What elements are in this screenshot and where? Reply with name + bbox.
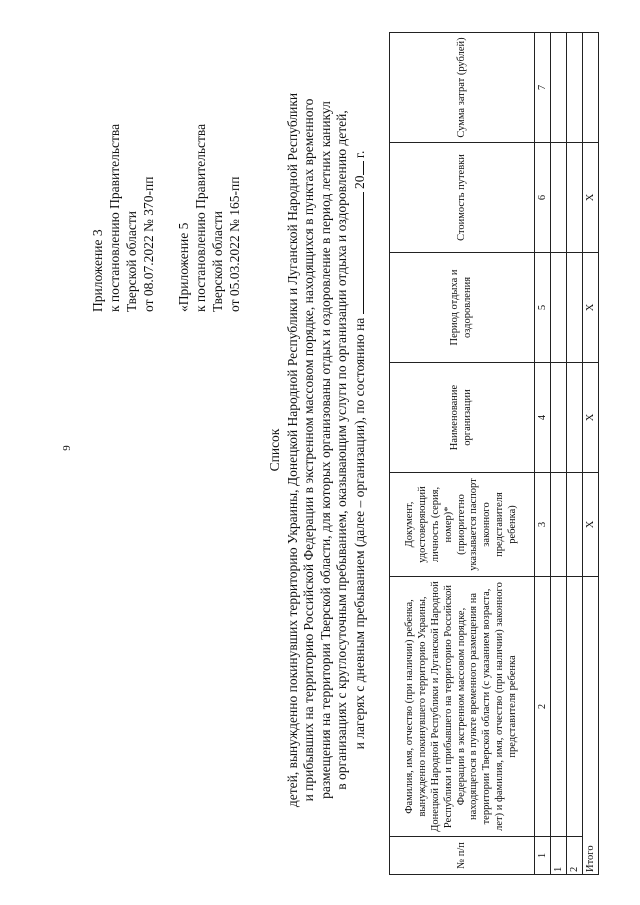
total-cell: Х [583,363,599,473]
table-cell: 1 [551,837,567,875]
column-number: 5 [535,253,551,363]
column-number: 2 [535,577,551,837]
total-cell [583,33,599,143]
header-organization: Наименование организации [390,363,535,473]
title-line: детей, вынужденно покинувших территорию Украины, Донецкой Народной Республики и Луганской Народной Республики [284,92,300,808]
header-number: № п/п [390,837,535,875]
document-title [267,10,369,890]
total-row [583,33,599,875]
title-line: и прибывших на территорию Российской Федерации в экстренном массовом порядке, находящихся в пунктах временного [301,98,317,802]
annex-new-line: к постановлению Правительства [107,123,122,312]
table-row [567,33,583,875]
annex-new-line: Тверской области [124,211,139,312]
document-page [89,10,596,890]
table-cell [551,473,567,577]
annex-old-line: Тверской области [210,211,225,312]
table-header-row [390,33,535,875]
annex-old-line: к постановлению Правительства [193,123,208,312]
annex-old-title: «Приложение 5 [176,222,191,312]
table-cell [567,577,583,837]
total-cell: Х [583,143,599,253]
date-blank [351,192,364,314]
header-child-name: Фамилия, имя, отчество (при наличии) ребенка, вынужденно покинувшего территорию Украины, Донецкой Народной Республики и Луганской Народной Республики и прибывшего на территорию Российской Федерации в экстренном массовом порядке, находящегося в пункте временного размещения на территории Тверской области (с указанием возраста, лет) и фамилия, имя, отчество (при наличии) законного представителя ребенка [390,577,535,837]
column-number: 7 [535,33,551,143]
column-number-row [535,33,551,875]
header-document: Документ, удостоверяющий личность (серия, номер)* (приоритетно указывается паспорт законного представителя ребенка) [390,473,535,577]
page-number: 9 [61,445,73,451]
table-cell: 2 [567,837,583,875]
annex-new-title: Приложение 3 [90,229,105,312]
children-table [389,33,599,875]
total-cell: Х [583,473,599,577]
column-number: 4 [535,363,551,473]
column-number: 3 [535,473,551,577]
header-period: Период отдыха и оздоровления [390,253,535,363]
table-cell [551,33,567,143]
total-cell: Х [583,253,599,363]
title-line: в организациях с круглосуточным пребыванием, оказывающим услуги по организации отдыха и оздоровлению детей, [334,110,350,790]
annex-header [89,12,261,312]
header-voucher-cost: Стоимость путевки [390,143,535,253]
title-last-line-text: и лагерях с дневным пребыванием (далее – организации), по состоянию на [351,317,367,750]
annex-old-line: от 05.03.2022 № 165-пп [227,176,242,312]
table-cell [551,143,567,253]
column-number: 1 [535,837,551,875]
table-cell [567,473,583,577]
year-suffix: г. [351,150,367,159]
title-line: размещения на территории Тверской области, для которых организованы отдых и оздоровление в период летних каникул [317,101,333,799]
year-blank [351,161,364,175]
title-last-line [351,10,369,890]
title-heading: Список [267,428,282,472]
table-cell [551,577,567,837]
table-cell [567,33,583,143]
table-row [551,33,567,875]
table-cell [567,143,583,253]
table-cell [551,253,567,363]
total-label: Итого [583,577,599,875]
table-cell [551,363,567,473]
annex-new-block [89,12,157,312]
annex-new-line: от 08.07.2022 № 370-пп [141,176,156,312]
table-cell [567,363,583,473]
annex-old-block [175,12,243,312]
header-total-cost: Сумма затрат (рублей) [390,33,535,143]
column-number: 6 [535,143,551,253]
year-prefix: 20 [351,175,367,189]
table-cell [567,253,583,363]
